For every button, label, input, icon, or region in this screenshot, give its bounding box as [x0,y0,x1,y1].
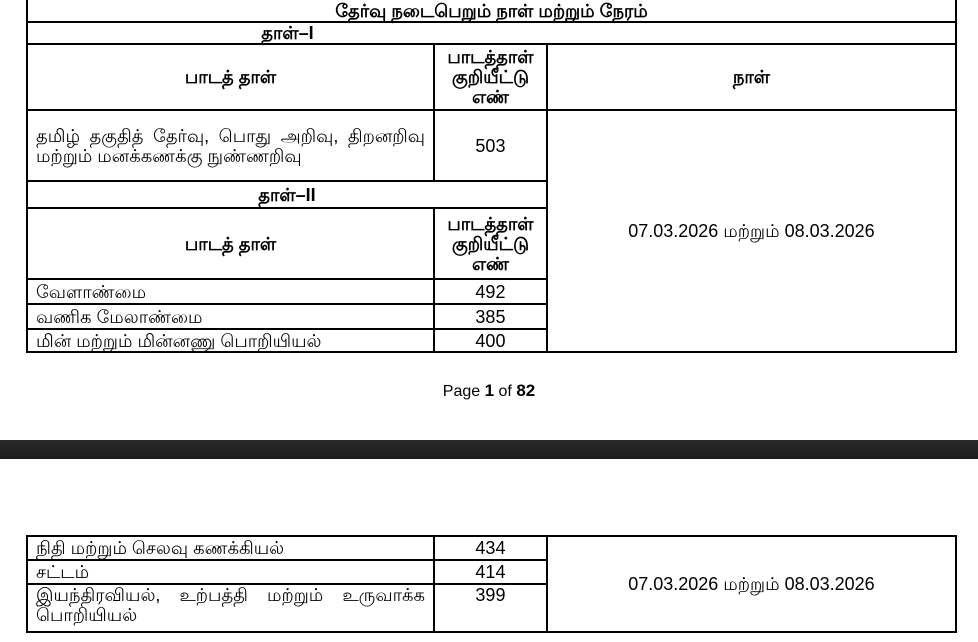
current-page: 1 [484,381,495,400]
subject-cell: வேளாண்மை [27,279,434,304]
table-title: தேர்வு நடைபெறும் நாள் மற்றும் நேரம் [27,0,956,22]
header-subject: பாடத் தாள் [27,208,434,279]
header-subject: பாடத் தாள் [27,44,434,110]
header-code: பாடத்தாள் குறியீட்டு எண் [434,208,547,279]
exam-schedule-table [26,0,957,353]
exam-schedule-table-continued [26,535,957,633]
subject-cell: நிதி மற்றும் செலவு கணக்கியல் [27,536,434,560]
code-cell: 399 [434,584,547,632]
code-cell: 414 [434,560,547,584]
code-cell: 434 [434,536,547,560]
empty-cell [547,22,956,44]
subject-cell: வணிக மேலாண்மை [27,304,434,329]
header-date: நாள் [547,44,956,110]
exam-date-cell: 07.03.2026 மற்றும் 08.03.2026 [547,536,956,632]
subject-cell: இயந்திரவியல், உற்பத்தி மற்றும் உருவாக்க பொறியியல் [27,584,434,632]
table-row [27,536,956,560]
paper1-label: தாள்–I [27,22,547,44]
code-cell: 492 [434,279,547,304]
subject-cell: சட்டம் [27,560,434,584]
paper2-label: தாள்–II [27,181,547,208]
code-cell: 385 [434,304,547,329]
subject-cell: தமிழ் தகுதித் தேர்வு, பொது அறிவு, திறனறிவு மற்றும் மனக்கணக்கு நுண்ணறிவு [27,110,434,181]
page-separator [0,440,978,459]
code-cell: 503 [434,110,547,181]
page-number [0,381,978,401]
header-code: பாடத்தாள் குறியீட்டு எண் [434,44,547,110]
page-label: Page [442,383,481,400]
document-page-2 [0,459,978,642]
subject-cell: மின் மற்றும் மின்னணு பொறியியல் [27,329,434,352]
page-of-label: of [498,383,512,400]
exam-date-cell: 07.03.2026 மற்றும் 08.03.2026 [547,110,956,352]
total-pages: 82 [516,381,536,400]
code-cell: 400 [434,329,547,352]
